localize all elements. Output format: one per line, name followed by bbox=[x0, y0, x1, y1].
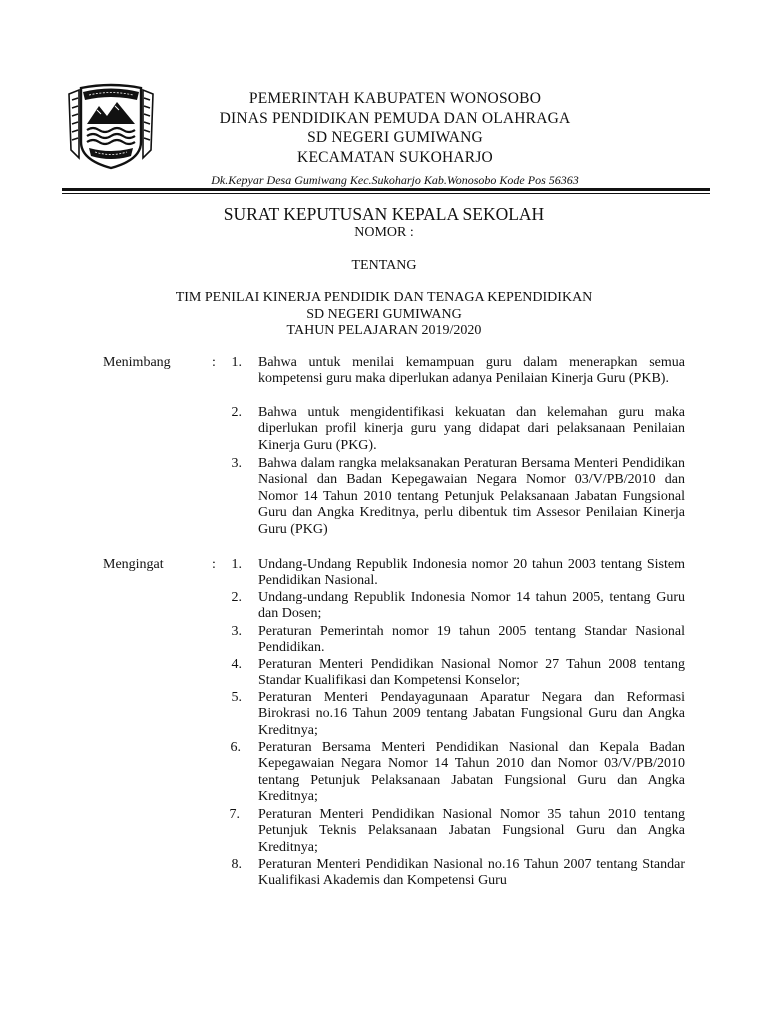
section-colon: : bbox=[212, 355, 216, 370]
item-text: Undang-Undang Republik Indonesia nomor 20 tahun 2003 tentang Sistem Pendidikan Nasional. bbox=[258, 557, 685, 589]
item-number: 2. bbox=[231, 405, 242, 420]
wonosobo-regency-emblem-icon bbox=[63, 80, 159, 172]
item-number: 7. bbox=[229, 807, 240, 822]
item-number: 3. bbox=[231, 624, 242, 639]
letterhead bbox=[180, 89, 610, 188]
item-text: Peraturan Menteri Pendidikan Nasional Nomor 35 tahun 2010 tentang Petunjuk Teknis Pelaksanaan Jabatan Fungsional Guru dan Angka Kreditnya; bbox=[258, 807, 685, 855]
subject-line: TIM PENILAI KINERJA PENDIDIK DAN TENAGA KEPENDIDIKAN bbox=[175, 290, 593, 305]
subject-line: TAHUN PELAJARAN 2019/2020 bbox=[286, 323, 482, 338]
letterhead-address: Dk.Kepyar Desa Gumiwang Kec.Sukoharjo Kab.Wonosobo Kode Pos 56363 bbox=[211, 173, 579, 187]
section-colon: : bbox=[212, 557, 216, 572]
item-text: Bahwa untuk mengidentifikasi kekuatan dan kelemahan guru maka diperlukan profil kinerja guru yang didapat dari pelaksanaan Penilaian Kinerja Guru (PKG). bbox=[258, 405, 685, 453]
letterhead-line-district: KECAMATAN SUKOHARJO bbox=[297, 148, 493, 166]
letterhead-divider-thin bbox=[62, 193, 710, 194]
item-text: Peraturan Menteri Pendayagunaan Aparatur Negara dan Reformasi Birokrasi no.16 Tahun 2009 tentang Jabatan Fungsional Guru dan Angka Kreditnya; bbox=[258, 690, 685, 738]
item-number: 4. bbox=[231, 657, 242, 672]
item-text: Peraturan Menteri Pendidikan Nasional no.16 Tahun 2007 tentang Standar Kualifikasi Akademis dan Kompetensi Guru bbox=[258, 857, 685, 889]
item-number: 6. bbox=[230, 740, 241, 755]
section-label: Menimbang bbox=[103, 355, 171, 370]
item-number: 1. bbox=[231, 557, 242, 572]
letterhead-line-government: PEMERINTAH KABUPATEN WONOSOBO bbox=[248, 90, 542, 107]
letterhead-line-school: SD NEGERI GUMIWANG bbox=[307, 129, 483, 146]
document-tentang: TENTANG bbox=[351, 258, 417, 273]
item-text: Bahwa untuk menilai kemampuan guru dalam menerapkan semua kompetensi guru maka diperlukan adanya Penilaian Kinerja Guru (PKB). bbox=[258, 355, 685, 387]
item-text: Undang-undang Republik Indonesia Nomor 14 tahun 2005, tentang Guru dan Dosen; bbox=[258, 590, 685, 622]
document-title: SURAT KEPUTUSAN KEPALA SEKOLAH bbox=[223, 204, 545, 224]
item-number: 5. bbox=[231, 690, 242, 705]
item-number: 1. bbox=[231, 355, 242, 370]
document-subject bbox=[0, 290, 768, 340]
item-text: Peraturan Menteri Pendidikan Nasional Nomor 27 Tahun 2008 tentang Standar Kualifikasi dan Kompetensi Konselor; bbox=[258, 657, 685, 689]
item-text: Peraturan Bersama Menteri Pendidikan Nasional dan Kepala Badan Kepegawaian Negara Nomor 14 Tahun 2010 dan Nomor 03/V/PB/2010 tentang Petunjuk Pelaksanaan Jabatan Fungsional Guru dan Angka Kreditnya; bbox=[258, 740, 685, 805]
subject-line: SD NEGERI GUMIWANG bbox=[306, 306, 462, 322]
document-number: NOMOR : bbox=[354, 225, 414, 240]
item-number: 3. bbox=[231, 456, 242, 471]
item-text: Bahwa dalam rangka melaksanakan Peraturan Bersama Menteri Pendidikan Nasional dan Badan Kepegawaian Negara Nomor 03/V/PB/2010 dan Nomor 14 Tahun 2010 tentang Petunjuk Pelaksanaan Jabatan Fungsional Guru dan Angka Kreditnya, perlu dibentuk tim Assesor Penilaian Kinerja Guru (PKG) bbox=[258, 456, 685, 537]
item-text: Peraturan Pemerintah nomor 19 tahun 2005 tentang Standar Nasional Pendidikan. bbox=[258, 624, 685, 656]
section-label: Mengingat bbox=[103, 557, 164, 572]
letterhead-line-department: DINAS PENDIDIKAN PEMUDA DAN OLAHRAGA bbox=[219, 109, 571, 127]
item-number: 2. bbox=[231, 590, 242, 605]
item-number: 8. bbox=[231, 857, 242, 872]
letterhead-divider-thick bbox=[62, 188, 710, 191]
